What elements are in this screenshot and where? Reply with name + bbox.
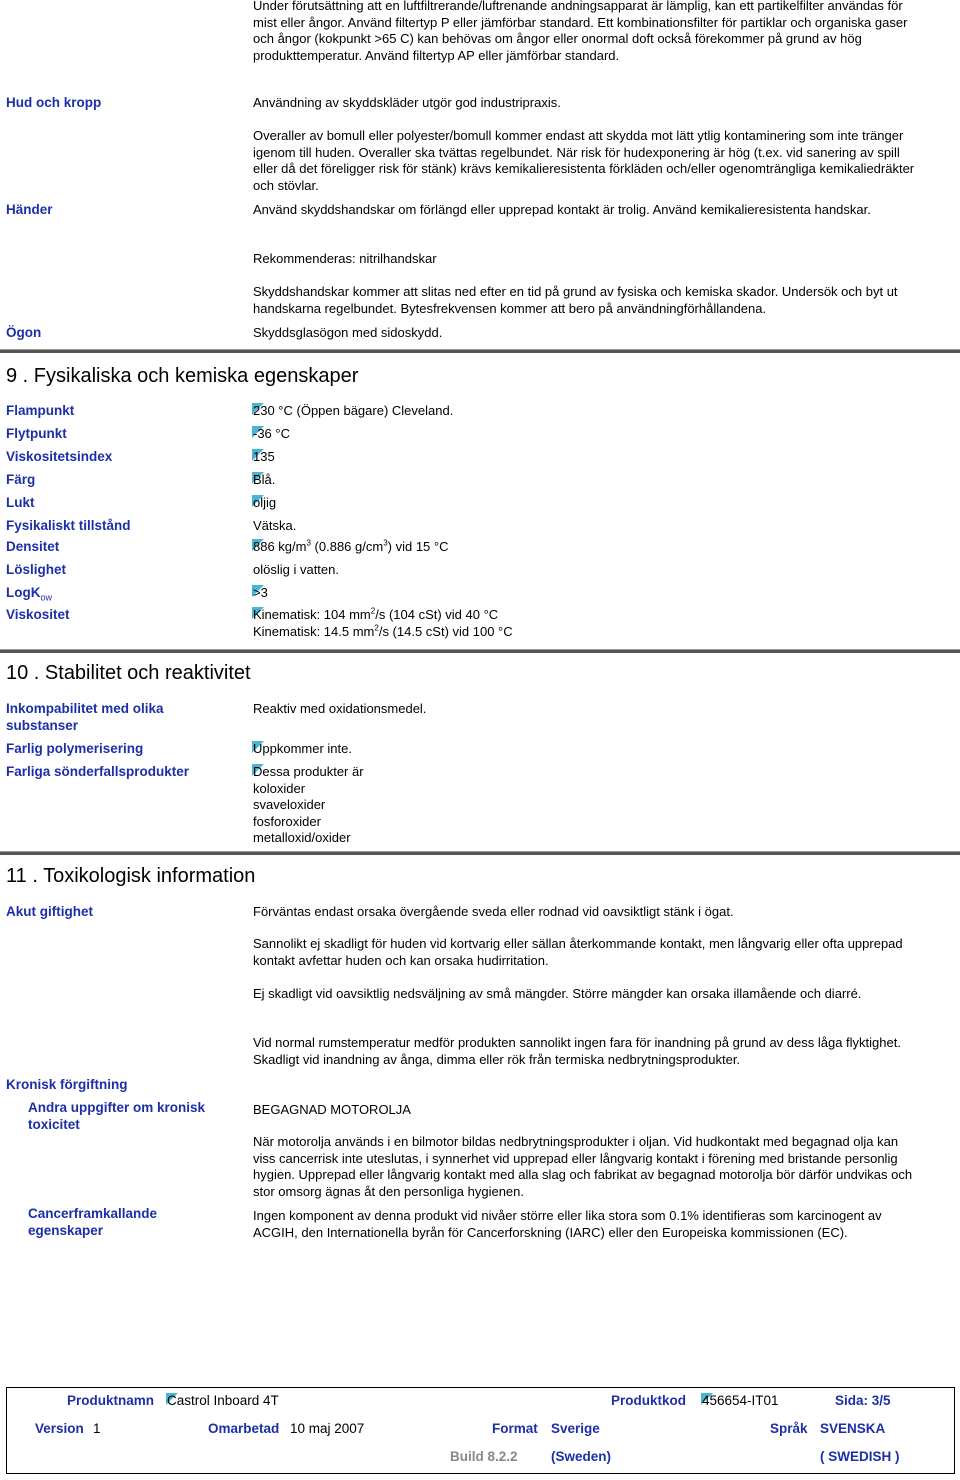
kronisk-label: Kronisk förgiftning bbox=[6, 1077, 128, 1092]
document-footer bbox=[6, 1387, 955, 1474]
omarbetad-label: Omarbetad bbox=[208, 1421, 280, 1436]
viskositet-value-2: Kinematisk: 14.5 $mm^2/s$ (14.5 cSt) vid 100 °C bbox=[253, 623, 513, 639]
sprak-language: ( SWEDISH ) bbox=[820, 1449, 900, 1464]
densitet-value: 886 $kg/m^3$ (0.886 $g/cm^3$) vid 15 °C bbox=[253, 538, 449, 554]
andra-text-2: När motorolja används i en bilmotor bildas nedbrytningsprodukter i oljan. Vid hudkontakt med begagnad olja kan viss cancerrisk inte uteslutas, i synnerhet vid upprepad eller långvarig kontakt i förening med bristande personlig hygien. Upprepad eller långvarig kontakt med alla slag och fabrikat av begagnad motorolja bör därför undvikas och stor omsorg ägnas åt den personliga hygienen. bbox=[253, 1134, 913, 1199]
section11-title: 11 . Toxikologisk information bbox=[6, 865, 256, 887]
logkow-value: >3 bbox=[253, 585, 268, 600]
densitet-label: Densitet bbox=[6, 539, 60, 554]
akut-text-1: Förväntas endast orsaka övergående sveda eller rodnad vid oavsiktligt stänk i ögat. bbox=[253, 904, 734, 919]
produktkod-label: Produktkod bbox=[611, 1393, 687, 1408]
flytpunkt-label: Flytpunkt bbox=[6, 426, 67, 441]
hands-text-2: Rekommenderas: nitrilhandskar bbox=[253, 251, 437, 266]
viskositet-value-1: Kinematisk: 104 $mm^2/s$ (104 cSt) vid 40 °C bbox=[253, 606, 499, 622]
viskositetsindex-label: Viskositetsindex bbox=[6, 449, 113, 464]
inkompabilitet-value: Reaktiv med oxidationsmedel. bbox=[253, 701, 427, 716]
sonderfall-label: Farliga sönderfallsprodukter bbox=[6, 764, 190, 779]
farg-label: Färg bbox=[6, 472, 36, 487]
skin-text-2: Overaller av bomull eller polyester/bomull kommer endast att skydda mot lätt ytlig kontaminering som inte tränger igenom till huden. Overaller ska tvättas regelbundet. När risk för hudexponering är hög (t.ex. vid sanering av spill eller då det föreligger risk för stänk) krävs kemikalieresistenta förkläden och/eller ogenomträngliga kemikaliedräkter och stövlar. bbox=[253, 128, 915, 193]
akut-text-2: Sannolikt ej skadligt för huden vid kortvarig eller sällan återkommande kontakt, men långvarig eller ofta upprepad kontakt avfettar huden och kan orsaka hudirritation. bbox=[253, 936, 903, 968]
hands-label: Händer bbox=[6, 202, 53, 217]
andra-text-1: BEGAGNAD MOTOROLJA bbox=[253, 1102, 411, 1117]
sonderfall-value: Dessa produkter är koloxider svaveloxider fosforoxider metalloxid/oxider bbox=[253, 764, 364, 845]
viskositet-label: Viskositet bbox=[6, 607, 70, 622]
section9-title: 9 . Fysikaliska och kemiska egenskaper bbox=[6, 365, 359, 387]
format-value: Sverige bbox=[551, 1421, 600, 1436]
eyes-label: Ögon bbox=[6, 325, 42, 340]
section-divider bbox=[0, 649, 960, 653]
flampunkt-label: Flampunkt bbox=[6, 403, 75, 418]
tillstand-label: Fysikaliskt tillstånd bbox=[6, 518, 131, 533]
hands-text-1: Använd skyddshandskar om förlängd eller upprepad kontakt är trolig. Använd kemikalieresistenta handskar. bbox=[253, 202, 871, 217]
format-country: (Sweden) bbox=[551, 1449, 612, 1464]
flampunkt-value: 230 °C (Öppen bägare) Cleveland. bbox=[253, 403, 454, 418]
hands-text-3: Skyddshandskar kommer att slitas ned efter en tid på grund av fysiska och kemiska skador. Undersök och byt ut handskarna regelbundet. Bytesfrekvensen kommer att bero på användningförhållandena. bbox=[253, 284, 898, 316]
polymerisering-label: Farlig polymerisering bbox=[6, 741, 144, 756]
section10-title: 10 . Stabilitet och reaktivitet bbox=[6, 662, 251, 684]
format-label: Format bbox=[492, 1421, 538, 1436]
polymerisering-value: Uppkommer inte. bbox=[253, 741, 352, 756]
section-divider bbox=[0, 349, 960, 353]
sprak-value: SVENSKA bbox=[820, 1421, 886, 1436]
viskositetsindex-value: 135 bbox=[253, 449, 275, 464]
version-label: Version bbox=[35, 1421, 84, 1436]
akut-text-3: Ej skadligt vid oavsiktlig nedsväljning av små mängder. Större mängder kan orsaka illamående och diarré. bbox=[253, 986, 862, 1001]
cancer-label: Cancerframkallande egenskaper bbox=[28, 1206, 158, 1238]
loslighet-label: Löslighet bbox=[6, 562, 66, 577]
tillstand-value: Vätska. bbox=[253, 518, 297, 533]
cancer-text: Ingen komponent av denna produkt vid nivåer större eller lika stora som 0.1% identifieras som karcinogent av ACGIH, den Internationella byrån för Cancerforskning (IARC) eller den Europeiska kommissionen (EC). bbox=[253, 1208, 882, 1240]
farg-value: Blå. bbox=[253, 472, 276, 487]
build-number: Build 8.2.2 bbox=[450, 1449, 518, 1464]
lukt-label: Lukt bbox=[6, 495, 35, 510]
produktnamn-label: Produktnamn bbox=[67, 1393, 155, 1408]
loslighet-value: olöslig i vatten. bbox=[253, 562, 339, 577]
akut-text-4: Vid normal rumstemperatur medför produkten sannolikt ingen fara för inandning på grund av dess låga flyktighet. Skadligt vid inandning av ånga, dimma eller rök från termiska nedbrytningsprodukter. bbox=[253, 1035, 901, 1067]
eyes-text: Skyddsglasögon med sidoskydd. bbox=[253, 325, 443, 340]
skin-text-1: Användning av skyddskläder utgör god industripraxis. bbox=[253, 95, 561, 110]
respirator-paragraph: Under förutsättning att en luftfiltrerande/luftrenande andningsapparat är lämplig, kan ett partikelfilter användas för mist eller ångor. Använd filtertyp P eller jämförbar standard. Ett kombinationsfilter för partiklar och organiska gaser och ångor (kokpunkt >65 C) kan behövas om ångor eller onormal doft också förekommer på grund av hög produkttemperatur. Använd filtertyp AP eller jämförbar standard. bbox=[253, 0, 908, 63]
version-value: 1 bbox=[93, 1421, 101, 1436]
logkow-label: LogK$_{ow}$ bbox=[6, 585, 53, 603]
andra-label: Andra uppgifter om kronisk toxicitet bbox=[28, 1100, 206, 1132]
page-number: Sida: 3/5 bbox=[835, 1393, 891, 1408]
sprak-label: Språk bbox=[770, 1421, 808, 1436]
inkompabilitet-label: Inkompabilitet med olika substanser bbox=[6, 701, 164, 733]
produktnamn-value: Castrol Inboard 4T bbox=[167, 1393, 279, 1408]
produktkod-value: 456654-IT01 bbox=[702, 1393, 779, 1408]
flytpunkt-value: -36 °C bbox=[253, 426, 290, 441]
omarbetad-value: 10 maj 2007 bbox=[290, 1421, 365, 1436]
skin-label: Hud och kropp bbox=[6, 95, 102, 110]
lukt-value: oljig bbox=[253, 495, 277, 510]
akut-label: Akut giftighet bbox=[6, 904, 93, 919]
section-divider bbox=[0, 851, 960, 855]
